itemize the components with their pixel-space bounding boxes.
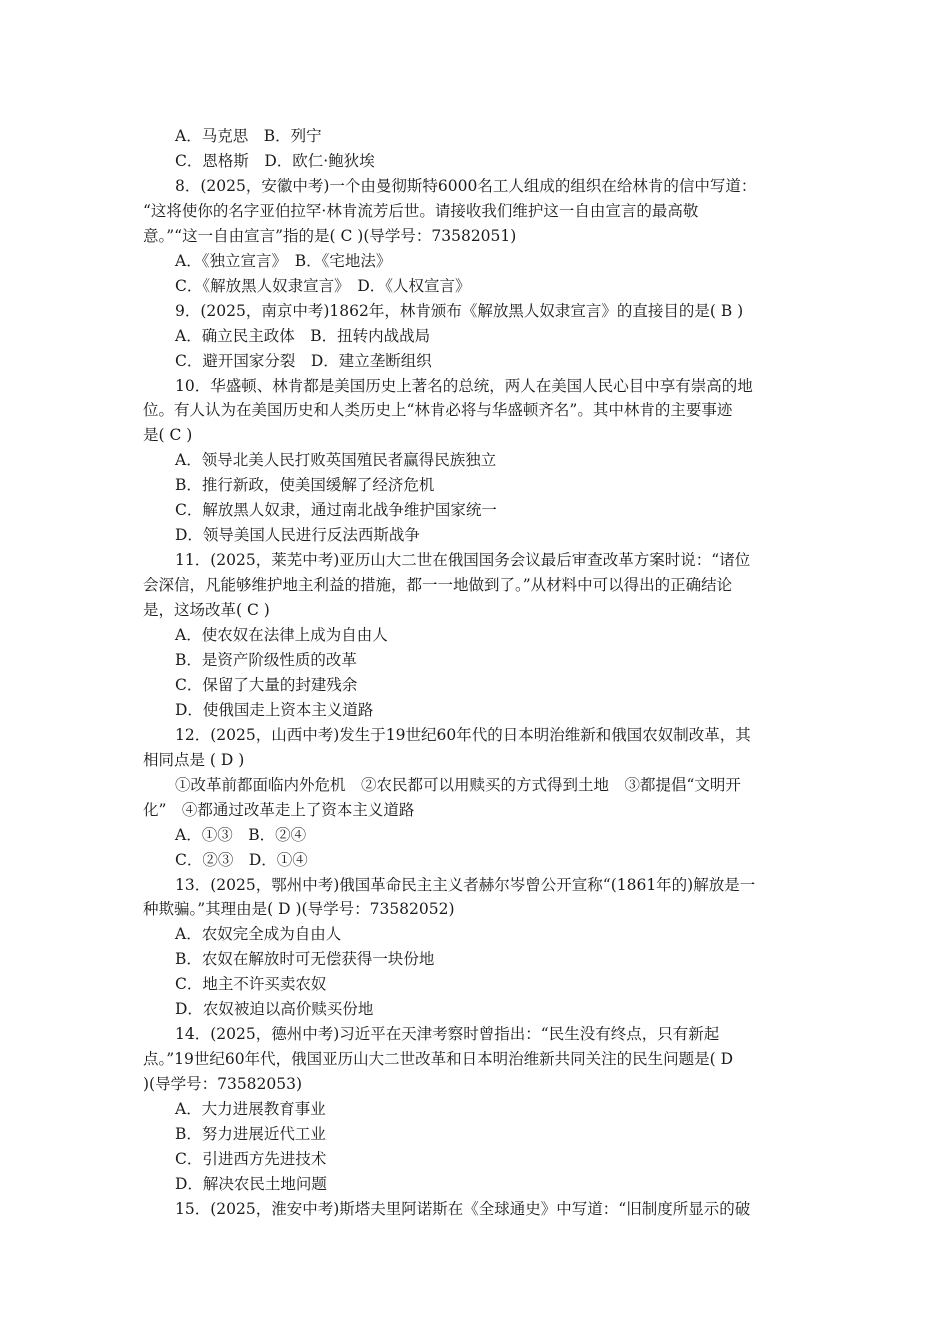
text-line: C．地主不许买卖农奴: [175, 975, 327, 994]
text-line: B．推行新政，使美国缓解了经济危机: [175, 476, 435, 495]
text-line: A．领导北美人民打败英国殖民者赢得民族独立: [175, 451, 497, 470]
text-line: 12．(2025，山西中考)发生于19世纪60年代的日本明治维新和俄国农奴制改革，其: [175, 725, 751, 744]
text-line: 11．(2025，莱芜中考)亚历山大二世在俄国国务会议最后审查改革方案时说：“诸位: [175, 551, 751, 570]
text-line: C．保留了大量的封建残余: [175, 675, 358, 694]
text-line: B．农奴在解放时可无偿获得一块份地: [175, 950, 435, 969]
text-line: A．农奴完全成为自由人: [175, 925, 342, 944]
text-line: 15．(2025，淮安中考)斯塔夫里阿诺斯在《全球通史》中写道：“旧制度所显示的破: [175, 1199, 751, 1218]
text-line: B．是资产阶级性质的改革: [175, 650, 357, 669]
text-line: B．努力进展近代工业: [175, 1125, 326, 1143]
text-line: 相同点是 ( D ): [143, 750, 245, 769]
text-line: )(导学号：73582053): [143, 1075, 303, 1094]
text-line: A．使农奴在法律上成为自由人: [175, 626, 388, 644]
text-line: 化” ④都通过改革走上了资本主义道路: [143, 800, 415, 819]
text-line: 种欺骗。”其理由是( D )(导学号：73582052): [143, 900, 455, 919]
text-line: A．《独立宣言》 B．《宅地法》: [175, 251, 392, 270]
text-line: A．大力进展教育事业: [175, 1100, 326, 1119]
text-line: 13．(2025，鄂州中考)俄国革命民主主义者赫尔岑曾公开宣称“(1861年的)解放是一: [175, 875, 756, 894]
text-line: C．引进西方先进技术: [175, 1149, 327, 1168]
text-line: 14．(2025，德州中考)习近平在天津考察时曾指出：“民生没有终点，只有新起: [175, 1025, 720, 1044]
text-line: 意。”“这一自由宣言”指的是( C )(导学号：73582051): [143, 226, 517, 245]
text-line: 是( C ): [143, 426, 193, 445]
text-line: A．马克思 B．列宁: [175, 127, 322, 145]
text-line: C．恩格斯 D．欧仁·鲍狄埃: [175, 151, 375, 170]
text-line: D．解决农民土地问题: [175, 1174, 327, 1193]
text-line: C．《解放黑人奴隶宣言》 D．《人权宣言》: [175, 276, 471, 295]
text-line: 10．华盛顿、林肯都是美国历史上著名的总统，两人在美国人民心目中享有崇高的地: [175, 376, 753, 395]
text-line: C．避开国家分裂 D．建立垄断组织: [175, 351, 432, 370]
text-line: D．使俄国走上资本主义道路: [175, 700, 374, 719]
text-line: 8．(2025，安徽中考)一个由曼彻斯特6000名工人组成的组织在给林肯的信中写道：: [175, 176, 757, 195]
text-line: D．农奴被迫以高价赎买份地: [175, 1000, 374, 1019]
text-line: D．领导美国人民进行反法西斯战争: [175, 526, 420, 545]
text-line: ①改革前都面临内外危机 ②农民都可以用赎买的方式得到土地 ③都提倡“文明开: [175, 775, 741, 794]
text-line: “这将使你的名字亚伯拉罕·林肯流芳后世。请接收我们维护这一自由宣言的最高敬: [143, 201, 699, 220]
text-line: 会深信，凡能够维护地主利益的措施，都一一地做到了。”从材料中可以得出的正确结论: [143, 576, 733, 595]
text-line: C．解放黑人奴隶，通过南北战争维护国家统一: [175, 501, 497, 520]
text-line: 点。”19世纪60年代，俄国亚历山大二世改革和日本明治维新共同关注的民生问题是( D: [143, 1050, 734, 1069]
text-line: A．①③ B．②④: [175, 825, 307, 844]
text-line: 位。有人认为在美国历史和人类历史上“林肯必将与华盛顿齐名”。其中林肯的主要事迹: [143, 401, 733, 420]
text-line: 是，这场改革( C ): [143, 601, 270, 620]
text-line: C．②③ D．①④: [175, 850, 308, 869]
text-line: 9．(2025，南京中考)1862年，林肯颁布《解放黑人奴隶宣言》的直接目的是( B ): [175, 301, 744, 320]
text-line: A．确立民主政体 B．扭转内战战局: [175, 326, 431, 345]
